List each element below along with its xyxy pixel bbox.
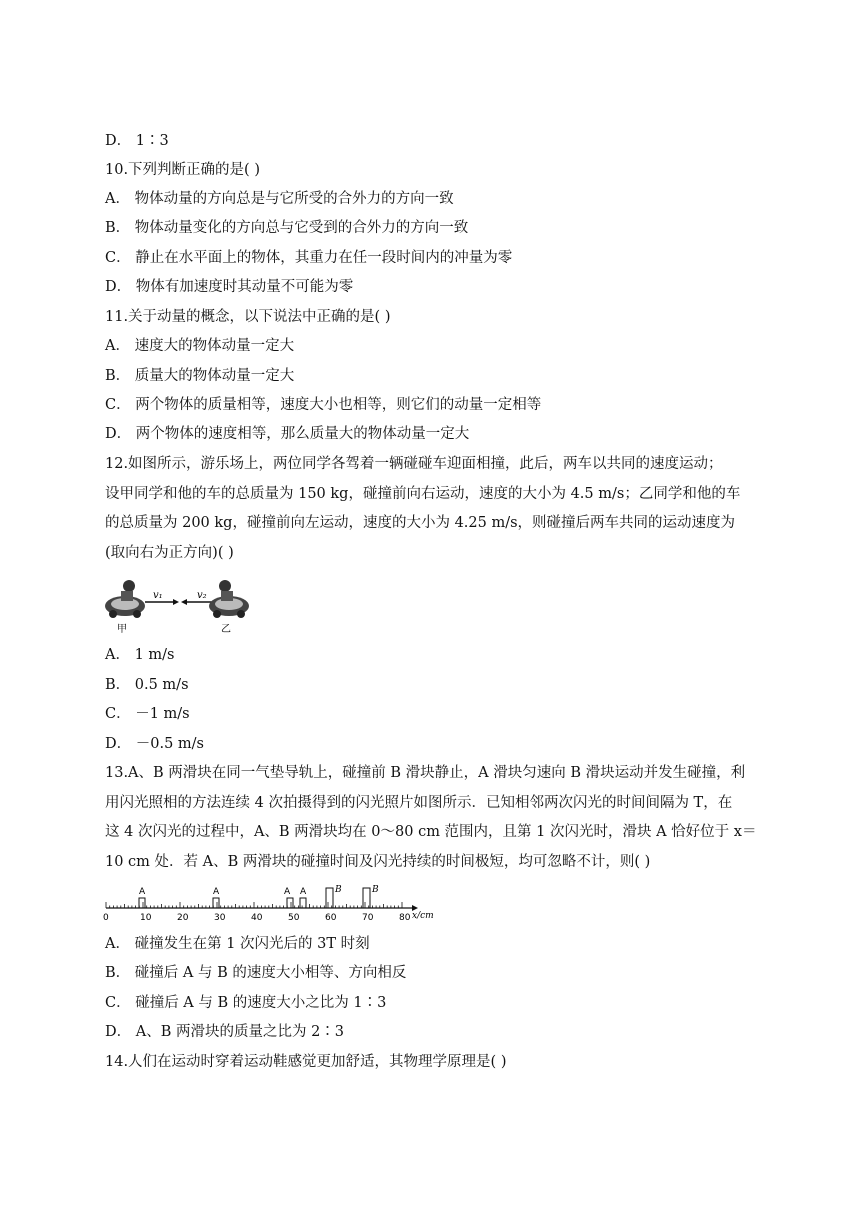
option-a-q11: A． 速度大的物体动量一定大 <box>105 338 295 354</box>
question-13-stem-line2: 用闪光照相的方法连续 4 次拍摄得到的闪光照片如图所示．已知相邻两次闪光的时间间隔为 T，在 <box>105 795 733 811</box>
option-c-q10: C． 静止在水平面上的物体，其重力在任一段时间内的冲量为零 <box>105 250 513 266</box>
ruler-tick-label: 0 <box>103 913 109 923</box>
v1-label: v₁ <box>153 590 163 601</box>
label-yi: 乙 <box>221 624 231 634</box>
question-14-stem: 14.人们在运动时穿着运动鞋感觉更加舒适，其物理学原理是( ) <box>105 1054 507 1070</box>
option-c-q12: C． －1 m/s <box>105 706 190 722</box>
option-b-q10: B． 物体动量变化的方向总与它受到的合外力的方向一致 <box>105 220 469 236</box>
question-11-stem: 11.关于动量的概念，以下说法中正确的是( ) <box>105 309 391 325</box>
option-b-q11: B． 质量大的物体动量一定大 <box>105 368 295 384</box>
bumper-cars-figure <box>103 572 253 634</box>
block-a-flash-2 <box>213 887 220 908</box>
question-12-stem-line3: 的总质量为 200 kg，碰撞前向左运动，速度的大小为 4.25 m/s，则碰撞后两车共同的运动速度为 <box>105 515 736 531</box>
ruler-tick-label: 10 <box>140 913 152 923</box>
option-d-q11: D． 两个物体的速度相等，那么质量大的物体动量一定大 <box>105 426 470 442</box>
option-d-q12: D． －0.5 m/s <box>105 736 204 752</box>
ruler-tick-label: 60 <box>325 913 337 923</box>
block-a-flash-3 <box>284 887 293 908</box>
question-12-stem-line4: (取向右为正方向)( ) <box>105 545 234 561</box>
question-13-stem-line1: 13.A、B 两滑块在同一气垫导轨上，碰撞前 B 滑块静止，A 滑块匀速向 B 滑块运动并发生碰撞，利 <box>105 765 746 781</box>
svg-text:A: A <box>300 887 307 897</box>
block-a-flash-1 <box>139 887 146 908</box>
option-b-q12: B． 0.5 m/s <box>105 677 189 693</box>
svg-text:A: A <box>139 887 146 897</box>
svg-text:A: A <box>213 887 220 897</box>
option-c-q13: C． 碰撞后 A 与 B 的速度大小之比为 1∶3 <box>105 995 387 1011</box>
question-10-stem: 10.下列判断正确的是( ) <box>105 162 260 178</box>
option-a-q13: A． 碰撞发生在第 1 次闪光后的 3T 时刻 <box>105 936 370 952</box>
option-a-q10: A． 物体动量的方向总是与它所受的合外力的方向一致 <box>105 191 454 207</box>
option-d-q10: D． 物体有加速度时其动量不可能为零 <box>105 279 354 295</box>
option-d-q13: D． A、B 两滑块的质量之比为 2∶3 <box>105 1024 345 1040</box>
question-13-stem-line3: 这 4 次闪光的过程中，A、B 两滑块均在 0～80 cm 范围内，且第 1 次闪光时，滑块 A 恰好位于 x＝ <box>105 824 757 840</box>
option-d-q9: D． 1∶3 <box>105 133 169 149</box>
question-12-stem-line1: 12.如图所示，游乐场上，两位同学各驾着一辆碰碰车迎面相撞，此后，两车以共同的速度运动； <box>105 456 723 472</box>
ruler-tick-label: 20 <box>177 913 189 923</box>
ruler-tick-label: 70 <box>362 913 374 923</box>
car-right-icon <box>209 580 249 618</box>
svg-text:B: B <box>372 885 379 895</box>
label-jia: 甲 <box>117 624 127 634</box>
car-left-icon <box>105 580 145 618</box>
v2-label: v₂ <box>197 590 207 601</box>
ruler-tick-label: 80 <box>399 913 411 923</box>
question-12-stem-line2: 设甲同学和他的车的总质量为 150 kg，碰撞前向右运动，速度的大小为 4.5 m/s；乙同学和他的车 <box>105 486 741 502</box>
question-13-stem-line4: 10 cm 处．若 A、B 两滑块的碰撞时间及闪光持续的时间极短，均可忽略不计，则( ) <box>105 854 651 870</box>
ruler-tick-label: 40 <box>251 913 263 923</box>
air-track-figure <box>100 878 440 926</box>
option-c-q11: C． 两个物体的质量相等，速度大小也相等，则它们的动量一定相等 <box>105 397 542 413</box>
ruler-tick-label: 50 <box>288 913 300 923</box>
axis-label: x/cm <box>412 911 434 921</box>
option-a-q12: A． 1 m/s <box>105 647 175 663</box>
option-b-q13: B． 碰撞后 A 与 B 的速度大小相等、方向相反 <box>105 965 407 981</box>
block-a-flash-4 <box>300 887 307 908</box>
ruler-tick-label: 30 <box>214 913 226 923</box>
svg-text:A: A <box>284 887 291 897</box>
svg-text:B: B <box>335 885 342 895</box>
